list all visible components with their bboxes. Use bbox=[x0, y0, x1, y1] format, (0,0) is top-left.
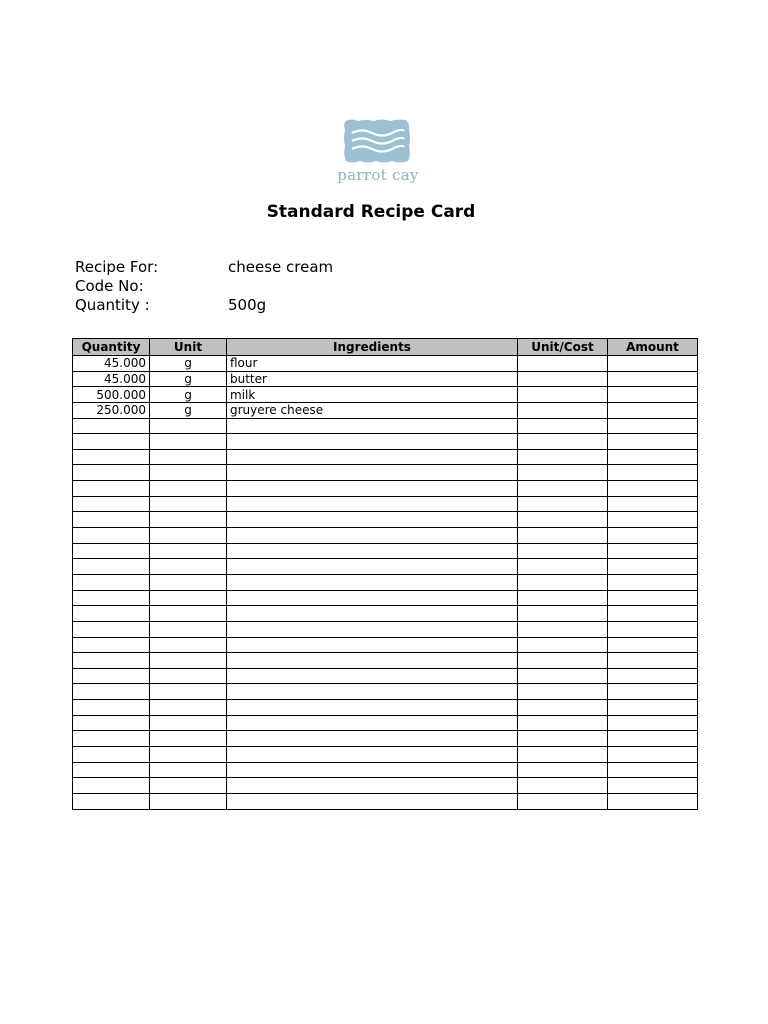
table-row bbox=[73, 715, 698, 731]
code-no-label: Code No: bbox=[75, 277, 144, 295]
cell-ingredient bbox=[227, 778, 518, 794]
cell-unit-cost bbox=[518, 387, 608, 403]
cell-unit: g bbox=[150, 371, 227, 387]
cell-amount bbox=[608, 653, 698, 669]
cell-quantity: 45.000 bbox=[73, 371, 150, 387]
cell-quantity bbox=[73, 590, 150, 606]
column-header-unit: Unit bbox=[150, 339, 227, 356]
cell-quantity bbox=[73, 762, 150, 778]
cell-unit-cost bbox=[518, 402, 608, 418]
table-row bbox=[73, 528, 698, 544]
cell-ingredient bbox=[227, 481, 518, 497]
table-row bbox=[73, 465, 698, 481]
table-row bbox=[73, 637, 698, 653]
cell-quantity bbox=[73, 793, 150, 809]
cell-amount bbox=[608, 762, 698, 778]
cell-amount bbox=[608, 621, 698, 637]
cell-unit bbox=[150, 559, 227, 575]
cell-ingredient: gruyere cheese bbox=[227, 402, 518, 418]
quantity-label: Quantity : bbox=[75, 296, 150, 314]
cell-unit-cost bbox=[518, 731, 608, 747]
table-row bbox=[73, 762, 698, 778]
cell-unit-cost bbox=[518, 465, 608, 481]
cell-amount bbox=[608, 793, 698, 809]
cell-quantity bbox=[73, 653, 150, 669]
cell-quantity bbox=[73, 621, 150, 637]
table-row bbox=[73, 700, 698, 716]
cell-unit-cost bbox=[518, 449, 608, 465]
cell-amount bbox=[608, 747, 698, 763]
cell-unit bbox=[150, 449, 227, 465]
quantity-value: 500g bbox=[228, 296, 267, 314]
cell-ingredient bbox=[227, 606, 518, 622]
cell-ingredient bbox=[227, 496, 518, 512]
cell-unit-cost bbox=[518, 668, 608, 684]
cell-unit-cost bbox=[518, 418, 608, 434]
table-row bbox=[73, 481, 698, 497]
cell-unit-cost bbox=[518, 606, 608, 622]
cell-unit bbox=[150, 481, 227, 497]
table-header-row bbox=[73, 339, 698, 356]
cell-ingredient bbox=[227, 465, 518, 481]
cell-amount bbox=[608, 387, 698, 403]
cell-unit bbox=[150, 496, 227, 512]
waves-icon bbox=[342, 118, 412, 164]
cell-amount bbox=[608, 371, 698, 387]
cell-quantity bbox=[73, 449, 150, 465]
cell-ingredient: butter bbox=[227, 371, 518, 387]
cell-unit bbox=[150, 418, 227, 434]
logo-text: parrot cay bbox=[337, 166, 419, 184]
cell-quantity bbox=[73, 574, 150, 590]
column-header-amount: Amount bbox=[608, 339, 698, 356]
cell-amount bbox=[608, 606, 698, 622]
cell-unit bbox=[150, 590, 227, 606]
cell-amount bbox=[608, 481, 698, 497]
cell-unit-cost bbox=[518, 684, 608, 700]
cell-unit bbox=[150, 731, 227, 747]
cell-unit-cost bbox=[518, 496, 608, 512]
cell-ingredient bbox=[227, 793, 518, 809]
cell-amount bbox=[608, 449, 698, 465]
cell-amount bbox=[608, 590, 698, 606]
cell-ingredient bbox=[227, 449, 518, 465]
cell-amount bbox=[608, 496, 698, 512]
table-row bbox=[73, 543, 698, 559]
cell-unit-cost bbox=[518, 528, 608, 544]
table-row bbox=[73, 731, 698, 747]
cell-ingredient bbox=[227, 637, 518, 653]
cell-ingredient bbox=[227, 762, 518, 778]
table-row bbox=[73, 668, 698, 684]
cell-unit-cost bbox=[518, 574, 608, 590]
cell-quantity bbox=[73, 606, 150, 622]
cell-ingredient bbox=[227, 747, 518, 763]
cell-ingredient: flour bbox=[227, 356, 518, 372]
cell-unit bbox=[150, 747, 227, 763]
cell-ingredient bbox=[227, 590, 518, 606]
table-row bbox=[73, 387, 698, 403]
cell-unit-cost bbox=[518, 621, 608, 637]
cell-unit bbox=[150, 621, 227, 637]
cell-quantity bbox=[73, 543, 150, 559]
cell-quantity bbox=[73, 747, 150, 763]
cell-quantity bbox=[73, 528, 150, 544]
cell-ingredient bbox=[227, 731, 518, 747]
recipe-for-label: Recipe For: bbox=[75, 258, 159, 276]
cell-quantity: 45.000 bbox=[73, 356, 150, 372]
cell-unit: g bbox=[150, 356, 227, 372]
cell-unit bbox=[150, 465, 227, 481]
table-row bbox=[73, 559, 698, 575]
cell-unit bbox=[150, 700, 227, 716]
cell-quantity bbox=[73, 715, 150, 731]
cell-amount bbox=[608, 418, 698, 434]
cell-unit bbox=[150, 715, 227, 731]
cell-unit bbox=[150, 434, 227, 450]
cell-unit bbox=[150, 653, 227, 669]
cell-quantity: 250.000 bbox=[73, 402, 150, 418]
cell-unit: g bbox=[150, 387, 227, 403]
cell-unit-cost bbox=[518, 543, 608, 559]
cell-amount bbox=[608, 543, 698, 559]
table-row bbox=[73, 621, 698, 637]
cell-unit-cost bbox=[518, 481, 608, 497]
cell-quantity bbox=[73, 637, 150, 653]
cell-quantity bbox=[73, 559, 150, 575]
cell-ingredient bbox=[227, 715, 518, 731]
cell-ingredient bbox=[227, 559, 518, 575]
cell-amount bbox=[608, 574, 698, 590]
cell-quantity bbox=[73, 512, 150, 528]
cell-ingredient bbox=[227, 543, 518, 559]
cell-unit-cost bbox=[518, 590, 608, 606]
cell-unit-cost bbox=[518, 356, 608, 372]
cell-ingredient bbox=[227, 512, 518, 528]
cell-unit-cost bbox=[518, 637, 608, 653]
cell-unit-cost bbox=[518, 559, 608, 575]
cell-quantity bbox=[73, 496, 150, 512]
cell-unit-cost bbox=[518, 371, 608, 387]
cell-amount bbox=[608, 465, 698, 481]
cell-amount bbox=[608, 528, 698, 544]
cell-ingredient: milk bbox=[227, 387, 518, 403]
cell-unit bbox=[150, 543, 227, 559]
cell-quantity bbox=[73, 684, 150, 700]
cell-unit-cost bbox=[518, 762, 608, 778]
cell-ingredient bbox=[227, 621, 518, 637]
cell-ingredient bbox=[227, 434, 518, 450]
cell-quantity bbox=[73, 668, 150, 684]
cell-unit bbox=[150, 778, 227, 794]
column-header-ingredients: Ingredients bbox=[227, 339, 518, 356]
cell-amount bbox=[608, 434, 698, 450]
cell-amount bbox=[608, 512, 698, 528]
cell-quantity bbox=[73, 481, 150, 497]
ingredients-table bbox=[72, 338, 698, 810]
table-body bbox=[73, 356, 698, 810]
cell-amount bbox=[608, 402, 698, 418]
cell-unit bbox=[150, 574, 227, 590]
table-row bbox=[73, 653, 698, 669]
table-row bbox=[73, 496, 698, 512]
table-row bbox=[73, 590, 698, 606]
cell-ingredient bbox=[227, 684, 518, 700]
cell-amount bbox=[608, 684, 698, 700]
cell-quantity bbox=[73, 434, 150, 450]
cell-unit bbox=[150, 762, 227, 778]
cell-ingredient bbox=[227, 574, 518, 590]
page-title: Standard Recipe Card bbox=[266, 202, 476, 222]
cell-quantity bbox=[73, 700, 150, 716]
cell-amount bbox=[608, 715, 698, 731]
cell-unit bbox=[150, 793, 227, 809]
cell-ingredient bbox=[227, 700, 518, 716]
cell-amount bbox=[608, 731, 698, 747]
column-header-unit-cost: Unit/Cost bbox=[518, 339, 608, 356]
parrot-cay-logo bbox=[318, 118, 438, 188]
table-row bbox=[73, 606, 698, 622]
cell-quantity bbox=[73, 731, 150, 747]
table-row bbox=[73, 778, 698, 794]
column-header-quantity: Quantity bbox=[73, 339, 150, 356]
table-row bbox=[73, 418, 698, 434]
cell-amount bbox=[608, 356, 698, 372]
cell-unit bbox=[150, 668, 227, 684]
table-row bbox=[73, 449, 698, 465]
cell-amount bbox=[608, 700, 698, 716]
table-row bbox=[73, 356, 698, 372]
cell-unit bbox=[150, 606, 227, 622]
cell-quantity: 500.000 bbox=[73, 387, 150, 403]
cell-unit-cost bbox=[518, 715, 608, 731]
cell-amount bbox=[608, 637, 698, 653]
cell-quantity bbox=[73, 778, 150, 794]
cell-amount bbox=[608, 778, 698, 794]
cell-unit-cost bbox=[518, 434, 608, 450]
cell-unit-cost bbox=[518, 778, 608, 794]
cell-amount bbox=[608, 559, 698, 575]
cell-amount bbox=[608, 668, 698, 684]
table-row bbox=[73, 512, 698, 528]
cell-unit-cost bbox=[518, 793, 608, 809]
cell-unit bbox=[150, 637, 227, 653]
table-row bbox=[73, 574, 698, 590]
table-row bbox=[73, 684, 698, 700]
cell-quantity bbox=[73, 465, 150, 481]
cell-unit-cost bbox=[518, 700, 608, 716]
cell-unit-cost bbox=[518, 512, 608, 528]
recipe-for-value: cheese cream bbox=[228, 258, 334, 276]
cell-ingredient bbox=[227, 668, 518, 684]
cell-ingredient bbox=[227, 528, 518, 544]
cell-unit: g bbox=[150, 402, 227, 418]
table-row bbox=[73, 371, 698, 387]
cell-unit-cost bbox=[518, 747, 608, 763]
cell-ingredient bbox=[227, 653, 518, 669]
cell-unit bbox=[150, 512, 227, 528]
table-row bbox=[73, 402, 698, 418]
cell-ingredient bbox=[227, 418, 518, 434]
table-row bbox=[73, 793, 698, 809]
cell-unit bbox=[150, 528, 227, 544]
table-row bbox=[73, 434, 698, 450]
cell-unit-cost bbox=[518, 653, 608, 669]
table-row bbox=[73, 747, 698, 763]
cell-quantity bbox=[73, 418, 150, 434]
cell-unit bbox=[150, 684, 227, 700]
